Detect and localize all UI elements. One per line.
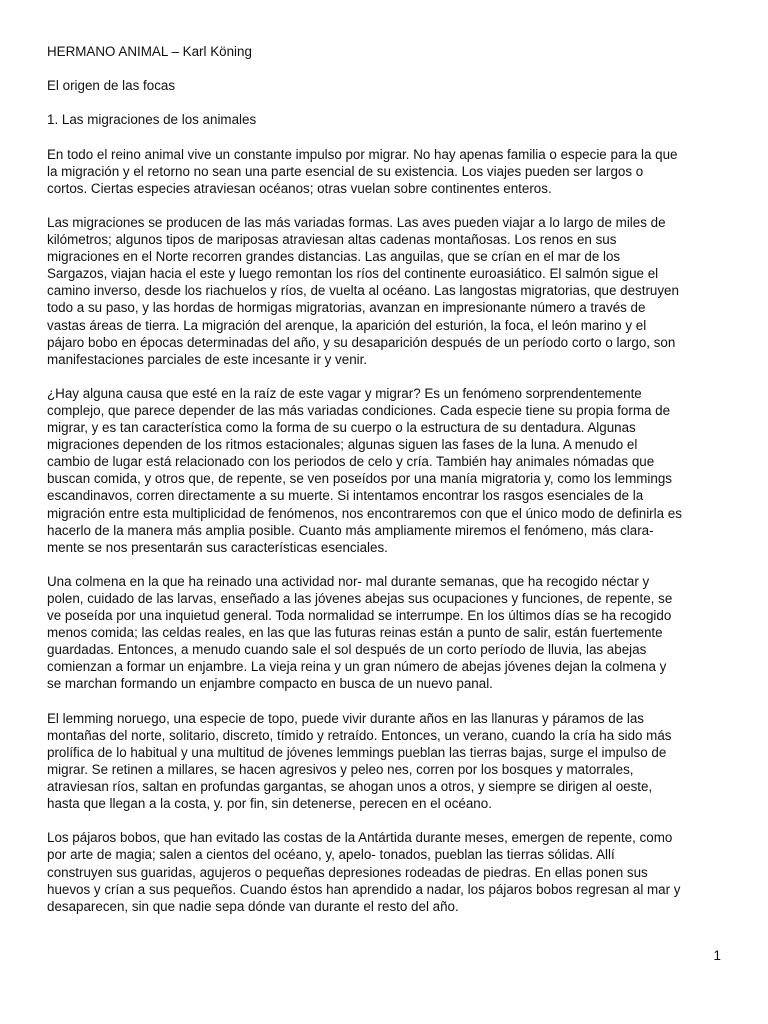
paragraph-1 — [47, 146, 723, 197]
paragraph-line: mente se nos presentarán sus características esenciales. — [47, 539, 388, 555]
paragraph-line: comienzan a formar un enjambre. La vieja reina y un gran número de abejas jóvenes dejan la colmena y — [47, 659, 667, 675]
paragraph-line: hacerlo de la manera más amplia posible. Cuanto más ampliamente miremos el fenómeno, más clara- — [47, 522, 654, 538]
paragraph-line: complejo, que parece depender de las más variadas condiciones. Cada especie tiene su propia forma de — [47, 402, 671, 418]
paragraph-6 — [47, 829, 723, 914]
paragraph-line: atraviesan ríos, saltan en profundas gargantas, se ahogan unos a otros, y siempre se dirigen al oeste, — [47, 779, 653, 795]
paragraph-4 — [47, 573, 723, 693]
paragraph-line: camino inverso, desde los riachuelos y ríos, de vuelta al océano. Las langostas migratorias, que destruyen — [47, 283, 679, 299]
section-title: El origen de las focas — [47, 78, 176, 94]
paragraph-line: guardadas. Entonces, a menudo cuando sale el sol después de un corto período de lluvia, las abejas — [47, 642, 647, 658]
paragraph-line: construyen sus guaridas, agujeros o pequeñas depresiones rodeadas de piedras. En ellas ponen sus — [47, 864, 648, 880]
paragraph-line: polen, cuidado de las larvas, enseñado a las jóvenes abejas sus ocupaciones y funciones, de repente, se — [47, 591, 673, 606]
paragraph-line: prolífica de lo habitual y una multitud de jóvenes lemmings pueblan las tierras bajas, surge el impulso de — [47, 744, 667, 760]
paragraph-2 — [47, 214, 723, 368]
paragraph-line: En todo el reino animal vive un constante impulso por migrar. No hay apenas familia o especie para la que — [47, 146, 678, 162]
paragraph-line: todo a su paso, y las hordas de hormigas migratorias, avanzan en impresionante número a través de — [47, 300, 646, 316]
document-page — [47, 43, 723, 932]
paragraph-line: ¿Hay alguna causa que esté en la raíz de este vagar y migrar? Es un fenómeno sorprendentemente — [47, 385, 642, 401]
paragraph-line: montañas del norte, solitario, discreto, tímido y retraído. Entonces, un verano, cuando la cría ha sido más — [47, 727, 672, 743]
paragraph-line: cambio de lugar está relacionado con los periodos de celo y cría. También hay animales nómadas que — [47, 454, 655, 470]
paragraph-line: vastas áreas de tierra. La migración del arenque, la aparición del esturión, la foca, el león marino y el — [47, 317, 647, 333]
paragraph-line: huevos y crían a sus pequeños. Cuando éstos han aprendido a nadar, los pájaros bobos regresan al mar y — [47, 881, 681, 897]
paragraph-line: Los pájaros bobos, que han evitado las costas de la Antártida durante meses, emergen de repente, como — [47, 830, 673, 846]
paragraph-line: se marchan formando un enjambre compacto en busca de un nuevo panal. — [47, 676, 493, 692]
paragraph-line: pájaro bobo en épocas determinadas del año, y su desaparición después de un período corto o largo, son — [47, 334, 676, 350]
paragraph-line: Sargazos, viajan hacia el este y luego remontan los ríos del continente euroasiático. El salmón sigue el — [47, 266, 659, 282]
paragraph-5 — [47, 710, 723, 813]
paragraph-line: migraciones en el Norte recorren grandes distancias. Las anguilas, que se crían en el mar de los — [47, 249, 621, 265]
paragraph-line: manifestaciones parciales de este incesante ir y venir. — [47, 351, 368, 367]
paragraph-line: migrar. Se retinen a millares, se hacen agresivos y peleo nes, corren por los bosques y matorrales, — [47, 761, 634, 777]
paragraph-3 — [47, 385, 723, 556]
paragraph-line: cortos. Ciertas especies atraviesan océanos; otras vuelan sobre continentes enteros. — [47, 180, 552, 196]
paragraph-line: por arte de magia; salen a cientos del océano, y, apelo- tonados, pueblan las tierras sólidas. Allí — [47, 847, 615, 863]
paragraph-line: El lemming noruego, una especie de topo, puede vivir durante años en las llanuras y páramos de las — [47, 710, 644, 726]
paragraph-line: Las migraciones se producen de las más variadas formas. Las aves pueden viajar a lo largo de miles de — [47, 214, 666, 230]
paragraph-line: menos comida; las celdas reales, en las que las futuras reinas están a punto de salir, están fuertemente — [47, 625, 663, 641]
paragraph-line: desaparecen, sin que nadie sepa dónde van durante el resto del año. — [47, 898, 459, 914]
document-title: HERMANO ANIMAL – Karl Köning — [47, 44, 252, 59]
paragraph-line: migraciones dependen de los ritmos estacionales; algunas siguen las fases de la luna. A menudo el — [47, 437, 638, 453]
chapter-heading: 1. Las migraciones de los animales — [47, 112, 257, 128]
paragraph-line: kilómetros; algunos tipos de mariposas atraviesan altas cadenas montañosas. Los renos en sus — [47, 232, 617, 248]
paragraph-line: hasta que llegan a la costa, y. por fin, sin detenerse, perecen en el océano. — [47, 796, 492, 812]
paragraph-line: migrar, y es tan característica como la forma de su cuerpo o la estructura de su dentadura. Algunas — [47, 420, 636, 436]
page-number: 1 — [713, 948, 721, 963]
paragraph-line: buscan comida, y otros que, de repente, se ven poseídos por una manía migratoria y, como los lemmings — [47, 471, 672, 487]
paragraph-line: Una colmena en la que ha reinado una actividad nor- mal durante semanas, que ha recogido néctar y — [47, 573, 650, 589]
paragraph-line: la migración y el retorno no sean una parte esencial de su existencia. Los viajes pueden ser largos o — [47, 163, 644, 179]
paragraph-line: escandinavos, corren directamente a su muerte. Si intentamos encontrar los rasgos esenciales de la — [47, 488, 644, 504]
paragraph-line: ve poseída por una inquietud general. Toda normalidad se interrumpe. En los últimos días se ha recogido — [47, 608, 672, 624]
paragraph-line: migración entre esta multiplicidad de fenómenos, nos encontraremos con que el único modo de definirla es — [47, 505, 682, 521]
